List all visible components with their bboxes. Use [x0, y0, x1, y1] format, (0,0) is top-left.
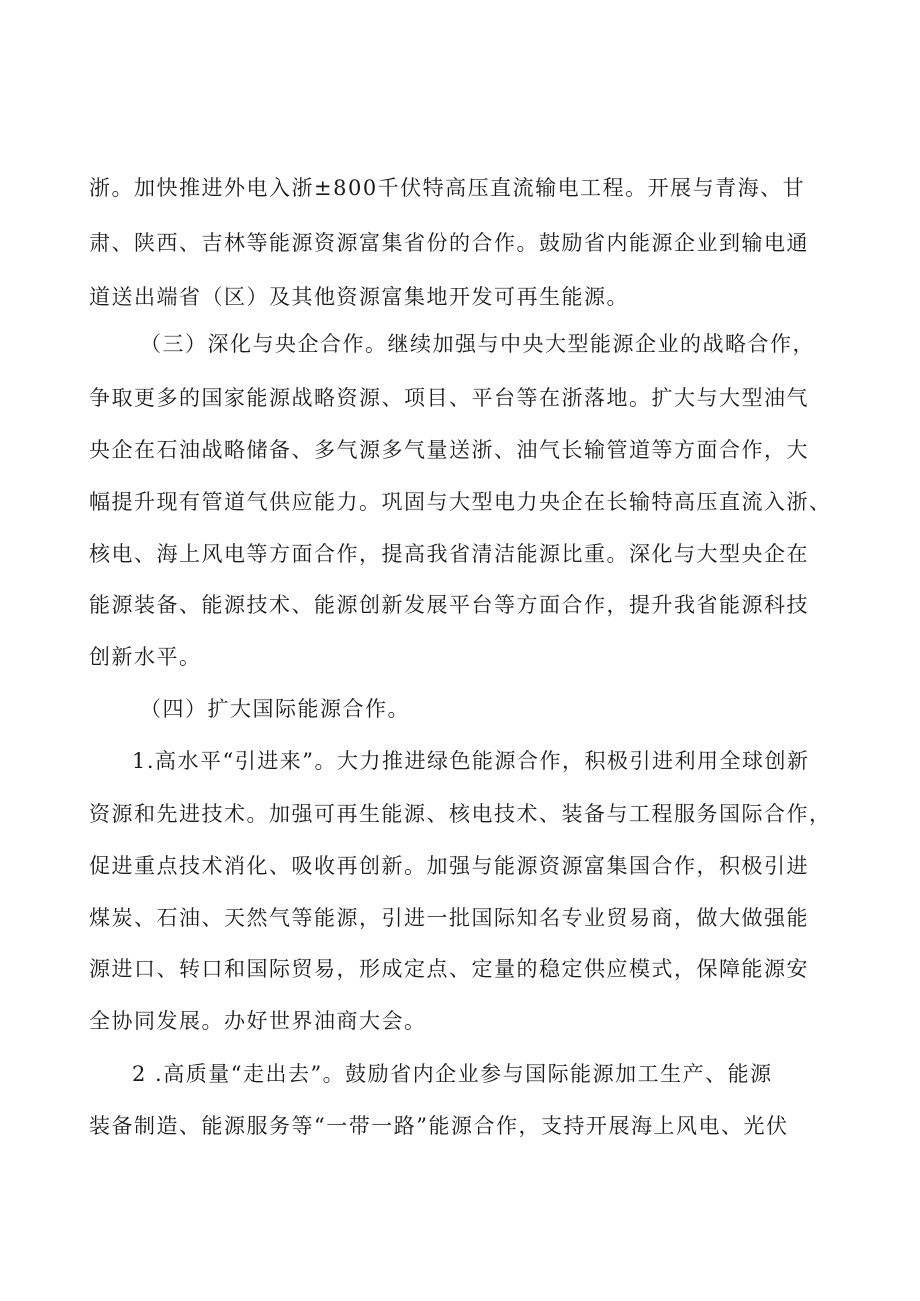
text-line-4: （三）深化与央企合作。继续加强与中央大型能源企业的战略合作，	[140, 332, 815, 356]
text-line-14: 促进重点技术消化、吸收再创新。加强与能源资源富集国合作，积极引进	[89, 854, 809, 878]
text-line-6: 央企在石油战略储备、多气源多气量送浙、油气长输管道等方面合作，大	[89, 438, 809, 462]
text-line-13: 资源和先进技术。加强可再生能源、核电技术、装备与工程服务国际合作，	[89, 802, 832, 826]
text-line-8: 核电、海上风电等方面合作，提高我省清洁能源比重。深化与大型央企在	[89, 542, 809, 566]
text-line-3: 道送出端省（区）及其他资源富集地开发可再生能源。	[89, 285, 629, 309]
text-line-7: 幅提升现有管道气供应能力。巩固与大型电力央企在长输特高压直流入浙、	[89, 490, 832, 514]
text-line-5: 争取更多的国家能源战略资源、项目、平台等在浙落地。扩大与大型油气	[89, 386, 809, 410]
text-line-16: 源进口、转口和国际贸易，形成定点、定量的稳定供应模式，保障能源安	[89, 957, 809, 981]
text-line-1: 浙。加快推进外电入浙±800千伏特高压直流输电工程。开展与青海、甘	[89, 176, 806, 200]
text-line-11: （四）扩大国际能源合作。	[140, 697, 410, 721]
text-line-18: 2 .高质量“走出去”。鼓励省内企业参与国际能源加工生产、能源	[132, 1062, 773, 1086]
text-line-2: 肃、陕西、吉林等能源资源富集省份的合作。鼓励省内能源企业到输电通	[89, 231, 809, 255]
text-line-15: 煤炭、石油、天然气等能源，引进一批国际知名专业贸易商，做大做强能	[89, 906, 809, 930]
text-line-12: 1.高水平“引进来”。大力推进绿色能源合作，积极引进利用全球创新	[132, 749, 810, 773]
text-line-17: 全协同发展。办好世界油商大会。	[89, 1009, 427, 1033]
text-line-19: 装备制造、能源服务等“一带一路”能源合作，支持开展海上风电、光伏	[89, 1114, 789, 1138]
text-line-10: 创新水平。	[89, 645, 202, 669]
text-line-9: 能源装备、能源技术、能源创新发展平台等方面合作，提升我省能源科技	[89, 593, 809, 617]
